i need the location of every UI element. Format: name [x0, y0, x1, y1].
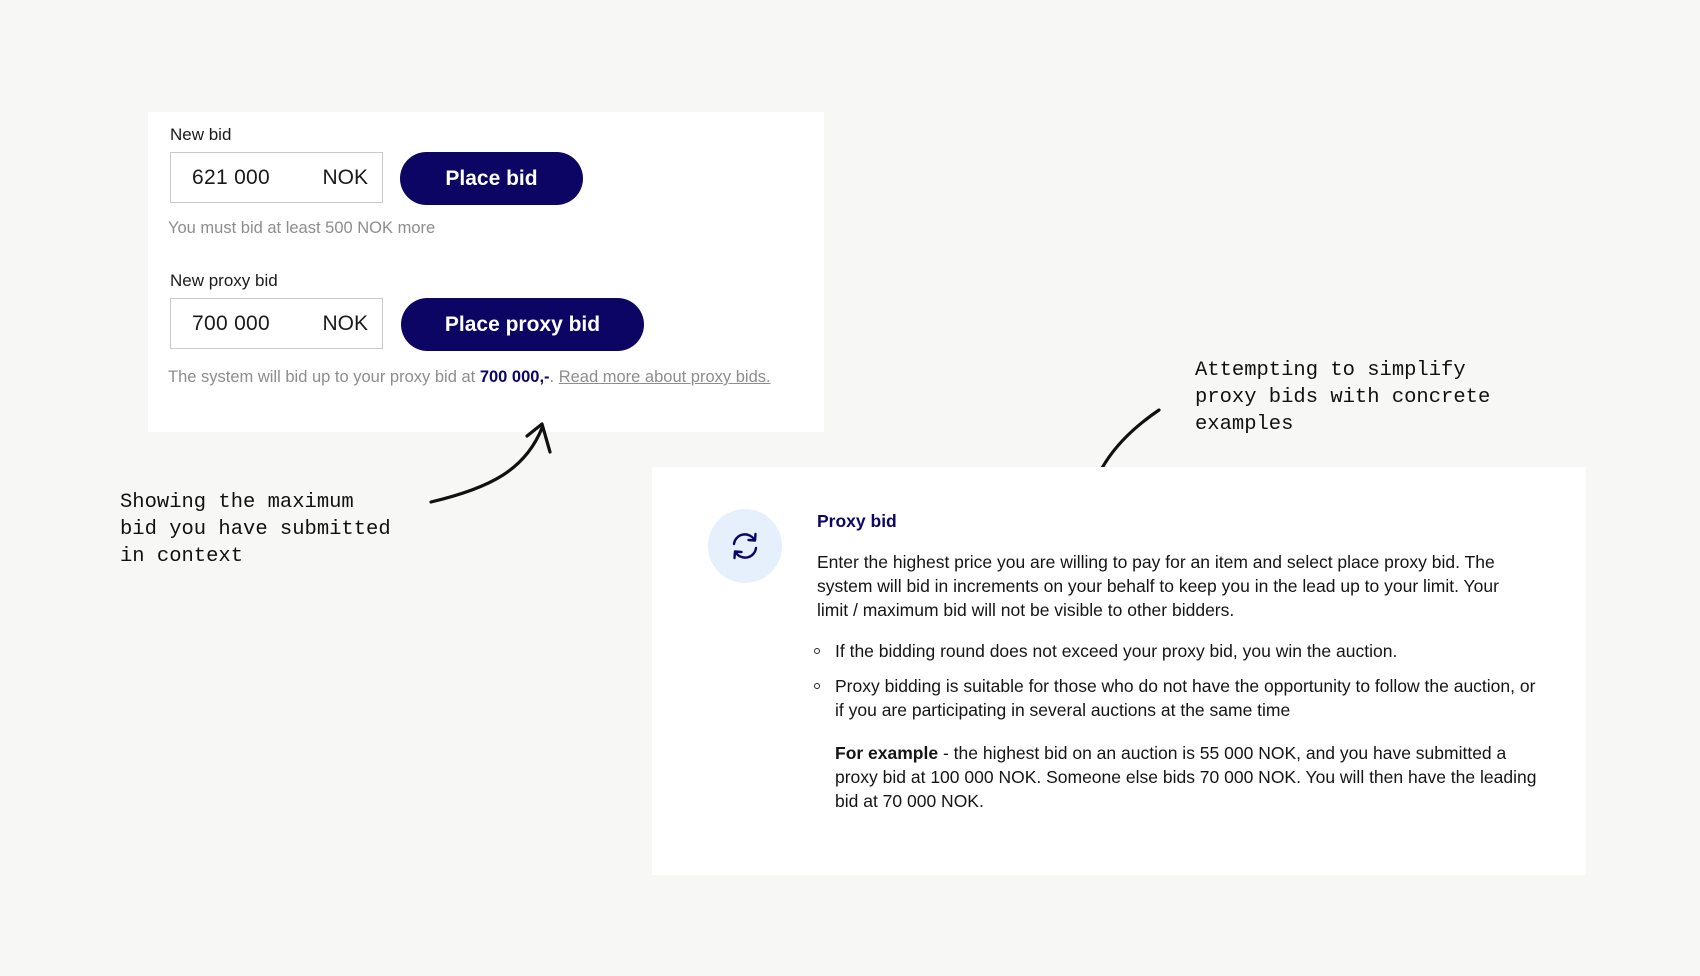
bullet-icon: [814, 648, 820, 654]
place-proxy-bid-button[interactable]: Place proxy bid: [401, 298, 644, 351]
new-bid-currency: NOK: [322, 165, 368, 189]
example-lead: For example: [835, 743, 939, 763]
min-bid-helper-text: You must bid at least 500 NOK more: [168, 219, 436, 237]
info-card-bullets: [817, 639, 1537, 733]
place-bid-button[interactable]: Place bid: [400, 152, 583, 205]
list-item: [817, 674, 1537, 722]
new-bid-label: New bid: [170, 125, 232, 144]
info-card-example: [835, 741, 1540, 813]
bullet-icon: [814, 683, 820, 689]
info-card-description: Enter the highest price you are willing to pay for an item and select place proxy bid. The system will bid in increments on your behalf to keep you in the lead up to your limit. Your limit / maximum bid will not be visible to other bidders.: [817, 552, 1499, 620]
annotation-concrete-examples: Attempting to simplify proxy bids with concrete examples: [1195, 359, 1491, 436]
new-bid-amount-value: 621 000: [192, 165, 271, 189]
refresh-icon: [708, 509, 782, 583]
example-text: - the highest bid on an auction is 55 000 NOK, and you have submitted a proxy bid at 100 000 NOK. Someone else bids 70 000 NOK. You will then have the leading bid at 70 000 NOK.: [835, 743, 1537, 811]
proxy-helper-amount: 700 000,-: [479, 368, 550, 386]
proxy-bid-amount-input[interactable]: [170, 298, 383, 349]
proxy-bid-info-card: [652, 467, 1586, 875]
proxy-helper-separator: .: [549, 368, 559, 386]
proxy-bid-amount-value: 700 000: [192, 311, 271, 335]
bid-panel: [148, 112, 824, 432]
new-proxy-bid-label: New proxy bid: [170, 271, 278, 290]
info-card-title: Proxy bid: [817, 511, 897, 531]
list-item: [817, 639, 1537, 663]
proxy-helper-prefix: The system will bid up to your proxy bid at: [168, 368, 480, 386]
proxy-bid-helper-text: [168, 367, 788, 387]
proxy-bid-currency: NOK: [322, 311, 368, 335]
bullet-text: Proxy bidding is suitable for those who do not have the opportunity to follow the auction, or if you are participating in several auctions at the same time: [835, 676, 1536, 720]
bullet-text: If the bidding round does not exceed your proxy bid, you win the auction.: [835, 641, 1398, 661]
new-bid-amount-input[interactable]: [170, 152, 383, 203]
annotation-max-bid-context: Showing the maximum bid you have submitted in context: [120, 491, 391, 568]
read-more-proxy-link[interactable]: Read more about proxy bids.: [558, 368, 771, 386]
